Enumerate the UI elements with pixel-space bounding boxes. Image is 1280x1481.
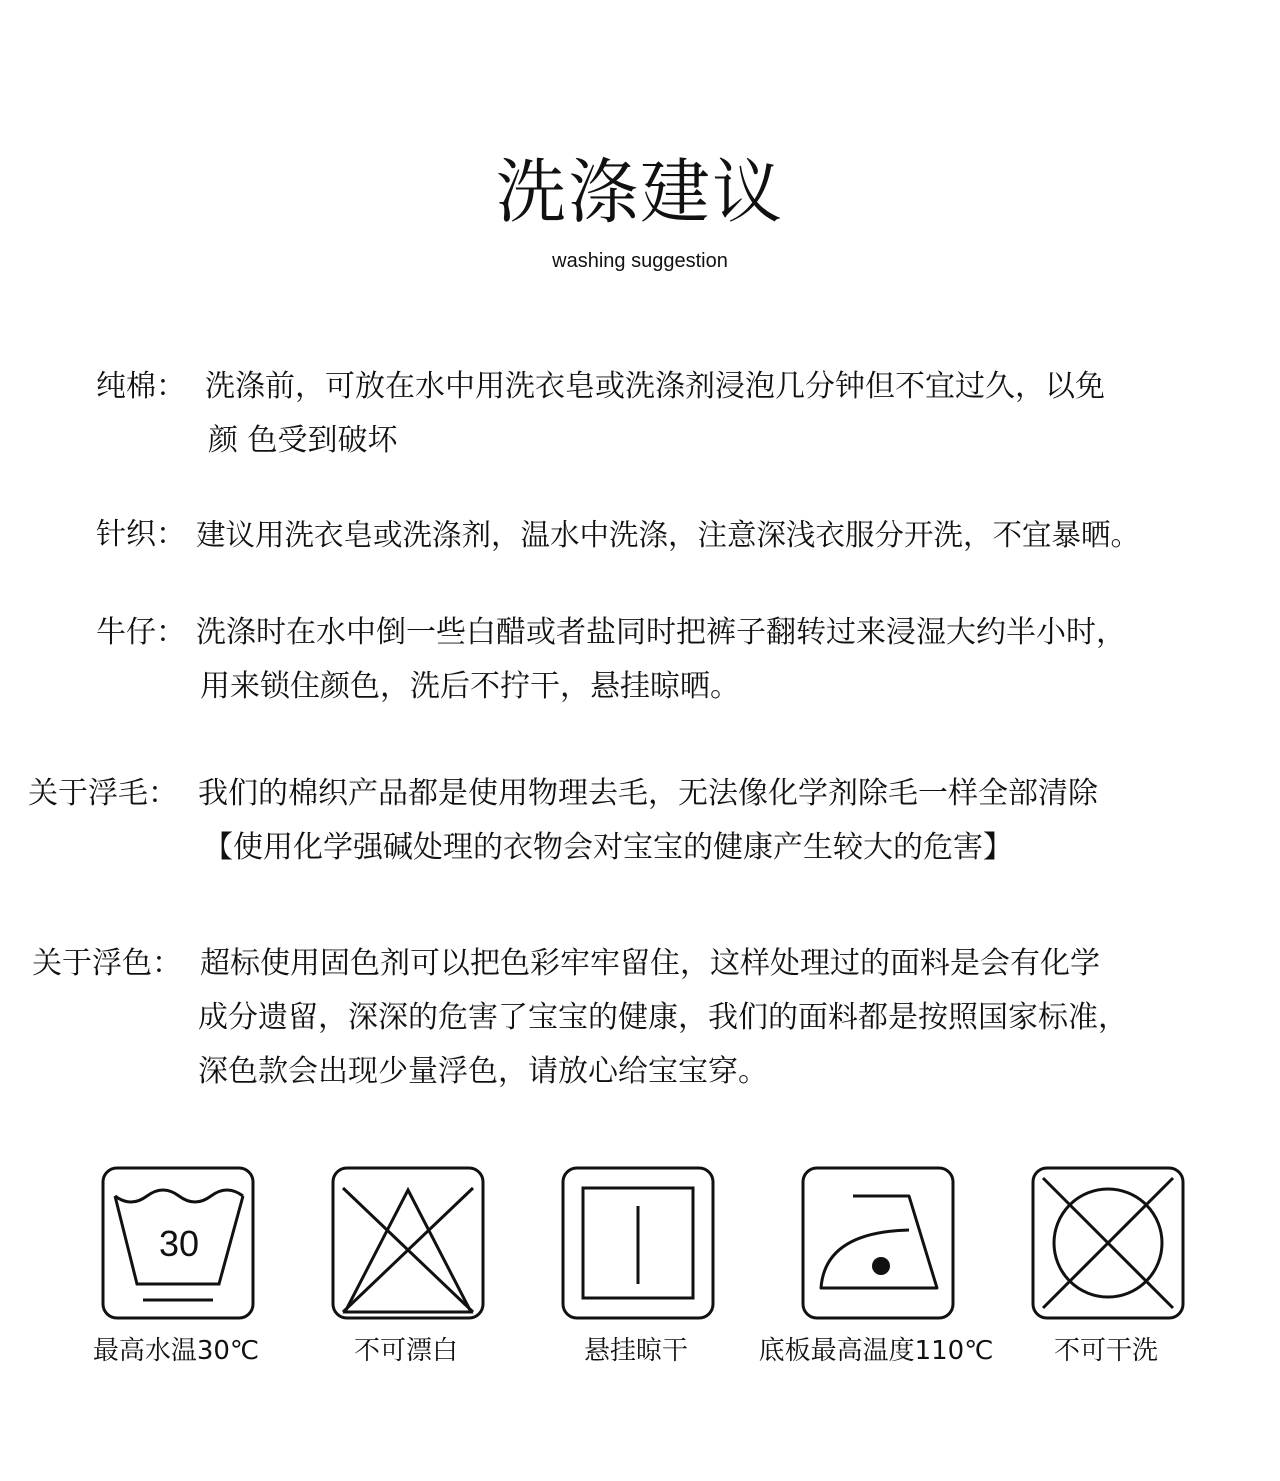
- section-label: 纯棉：: [96, 369, 186, 404]
- line-dry-icon: [561, 1166, 715, 1320]
- section-line: 洗涤前，可放在水中用洗衣皂或洗涤剂浸泡几分钟但不宜过久，以免: [205, 369, 1105, 404]
- care-label: 底板最高温度110℃: [758, 1336, 994, 1366]
- section-line: 建议用洗衣皂或洗涤剂，温水中洗涤，注意深浅衣服分开洗，不宜暴晒。: [196, 518, 1141, 552]
- section-line: 我们的棉织产品都是使用物理去毛，无法像化学剂除毛一样全部清除: [198, 776, 1098, 811]
- section-label: 牛仔：: [96, 615, 186, 650]
- section-color-bleed: [0, 937, 1280, 1101]
- section-knit: [0, 508, 1280, 564]
- care-symbol-wash: [56, 1166, 296, 1386]
- section-cotton: [0, 360, 1280, 470]
- care-symbol-dryclean: [986, 1166, 1226, 1386]
- care-symbol-dry: [516, 1166, 756, 1386]
- care-label: 不可干洗: [1053, 1336, 1158, 1366]
- section-line: 【使用化学强碱处理的衣物会对宝宝的健康产生较大的危害】: [203, 830, 1013, 865]
- page-title: 洗涤建议: [496, 151, 784, 233]
- section-line: 成分遗留，深深的危害了宝宝的健康，我们的面料都是按照国家标准，: [198, 1000, 1128, 1035]
- care-label: 最高水温30℃: [92, 1336, 260, 1366]
- care-label: 悬挂晾干: [583, 1336, 688, 1366]
- care-symbols-row: [0, 1166, 1280, 1386]
- section-line: 超标使用固色剂可以把色彩牢牢留住，这样处理过的面料是会有化学: [200, 946, 1100, 981]
- care-label: 不可漂白: [353, 1336, 458, 1366]
- tub-temperature-number: 30: [158, 1223, 200, 1264]
- no-dry-clean-icon: [1031, 1166, 1185, 1320]
- section-line: 颜 色受到破坏: [208, 423, 398, 458]
- page-subtitle: washing suggestion: [552, 250, 728, 272]
- section-label: 关于浮色：: [32, 946, 182, 981]
- section-lint: [0, 767, 1280, 877]
- section-label: 关于浮毛：: [28, 776, 178, 811]
- care-symbol-iron: [756, 1166, 996, 1386]
- section-line: 深色款会出现少量浮色，请放心给宝宝穿。: [198, 1054, 768, 1089]
- section-line: 用来锁住颜色，洗后不拧干，悬挂晾晒。: [200, 669, 740, 704]
- wash-30-icon: [101, 1166, 255, 1320]
- section-label: 针织：: [96, 517, 186, 552]
- care-symbol-bleach: [286, 1166, 526, 1386]
- section-line: 洗涤时在水中倒一些白醋或者盐同时把裤子翻转过来浸湿大约半小时，: [196, 615, 1126, 650]
- no-bleach-icon: [331, 1166, 485, 1320]
- section-denim: [0, 606, 1280, 716]
- iron-110-icon: [801, 1166, 955, 1320]
